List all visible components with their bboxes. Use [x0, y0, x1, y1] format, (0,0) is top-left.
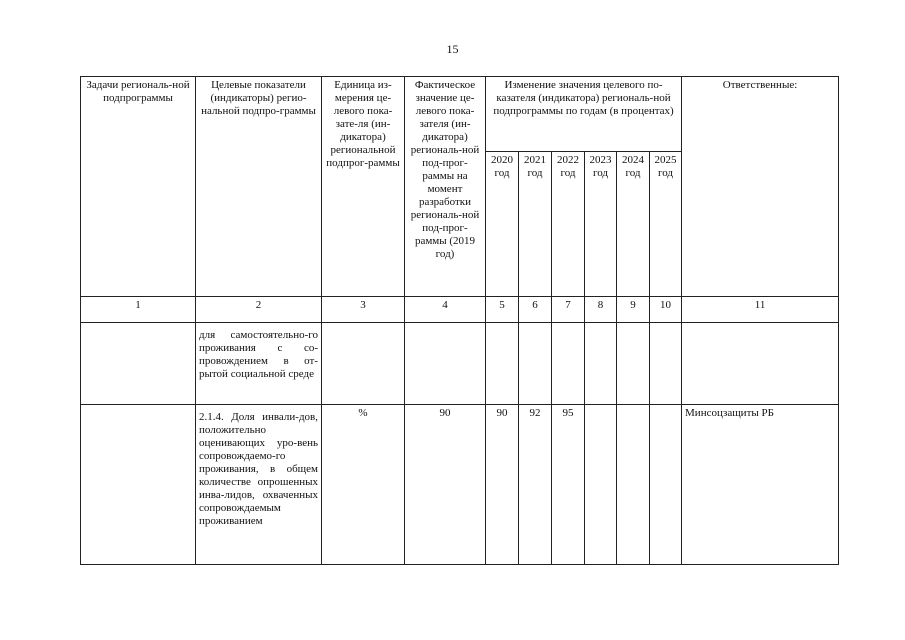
indicator-cell: 2.1.4. Доля инвали-дов, положительно оценивающих уро-вень сопровождаемо-го проживания, в общем количестве опрошенных инва-лидов, охваченных сопровождаемым проживанием	[196, 405, 322, 565]
year-2021-cell	[519, 323, 552, 405]
header-year-2023: 2023 год	[585, 152, 617, 297]
page-number: 15	[446, 42, 459, 56]
column-number: 9	[617, 297, 650, 323]
column-number: 5	[486, 297, 519, 323]
header-actual-value: Фактическое значение це-левого пока-зателя (ин-дикатора) региональ-ной под-прог-раммы на момент разработки региональ-ной под-прог-раммы (2019 год)	[405, 77, 486, 297]
year-2022-cell: 95	[552, 405, 585, 565]
task-cell	[81, 405, 196, 565]
table-row	[81, 405, 839, 565]
column-number: 3	[322, 297, 405, 323]
task-cell	[81, 323, 196, 405]
year-2023-cell	[585, 323, 617, 405]
header-year-2020: 2020 год	[486, 152, 519, 297]
actual-value-cell	[405, 323, 486, 405]
actual-value-cell: 90	[405, 405, 486, 565]
header-unit: Единица из-мерения це-левого пока-зате-ля (ин-дикатора) региональной подпрог-раммы	[322, 77, 405, 297]
column-number-row	[81, 297, 839, 323]
header-year-2021: 2021 год	[519, 152, 552, 297]
table-row	[81, 323, 839, 405]
column-number: 11	[682, 297, 839, 323]
header-responsible: Ответственные:	[682, 77, 839, 297]
column-number: 2	[196, 297, 322, 323]
responsible-cell	[682, 323, 839, 405]
indicator-cell: для самостоятельно-го проживания с со-провождением в от-рытой социальной среде	[196, 323, 322, 405]
column-number: 4	[405, 297, 486, 323]
header-indicators: Целевые показатели (индикаторы) регио-нальной подпро-граммы	[196, 77, 322, 297]
year-2021-cell: 92	[519, 405, 552, 565]
unit-cell: %	[322, 405, 405, 565]
header-year-2024: 2024 год	[617, 152, 650, 297]
responsible-cell: Минсоцзащиты РБ	[682, 405, 839, 565]
year-2025-cell	[650, 405, 682, 565]
header-year-2022: 2022 год	[552, 152, 585, 297]
year-2022-cell	[552, 323, 585, 405]
indicators-table	[80, 76, 839, 565]
year-2025-cell	[650, 323, 682, 405]
year-2020-cell	[486, 323, 519, 405]
column-number: 7	[552, 297, 585, 323]
year-2024-cell	[617, 405, 650, 565]
unit-cell	[322, 323, 405, 405]
header-year-2025: 2025 год	[650, 152, 682, 297]
column-number: 10	[650, 297, 682, 323]
year-2024-cell	[617, 323, 650, 405]
header-change-by-year: Изменение значения целевого по-казателя (индикатора) региональ-ной подпрограммы по годам (в процентах)	[486, 77, 682, 152]
year-2023-cell	[585, 405, 617, 565]
column-number: 1	[81, 297, 196, 323]
header-tasks: Задачи региональ-ной подпрограммы	[81, 77, 196, 297]
column-number: 8	[585, 297, 617, 323]
year-2020-cell: 90	[486, 405, 519, 565]
column-number: 6	[519, 297, 552, 323]
